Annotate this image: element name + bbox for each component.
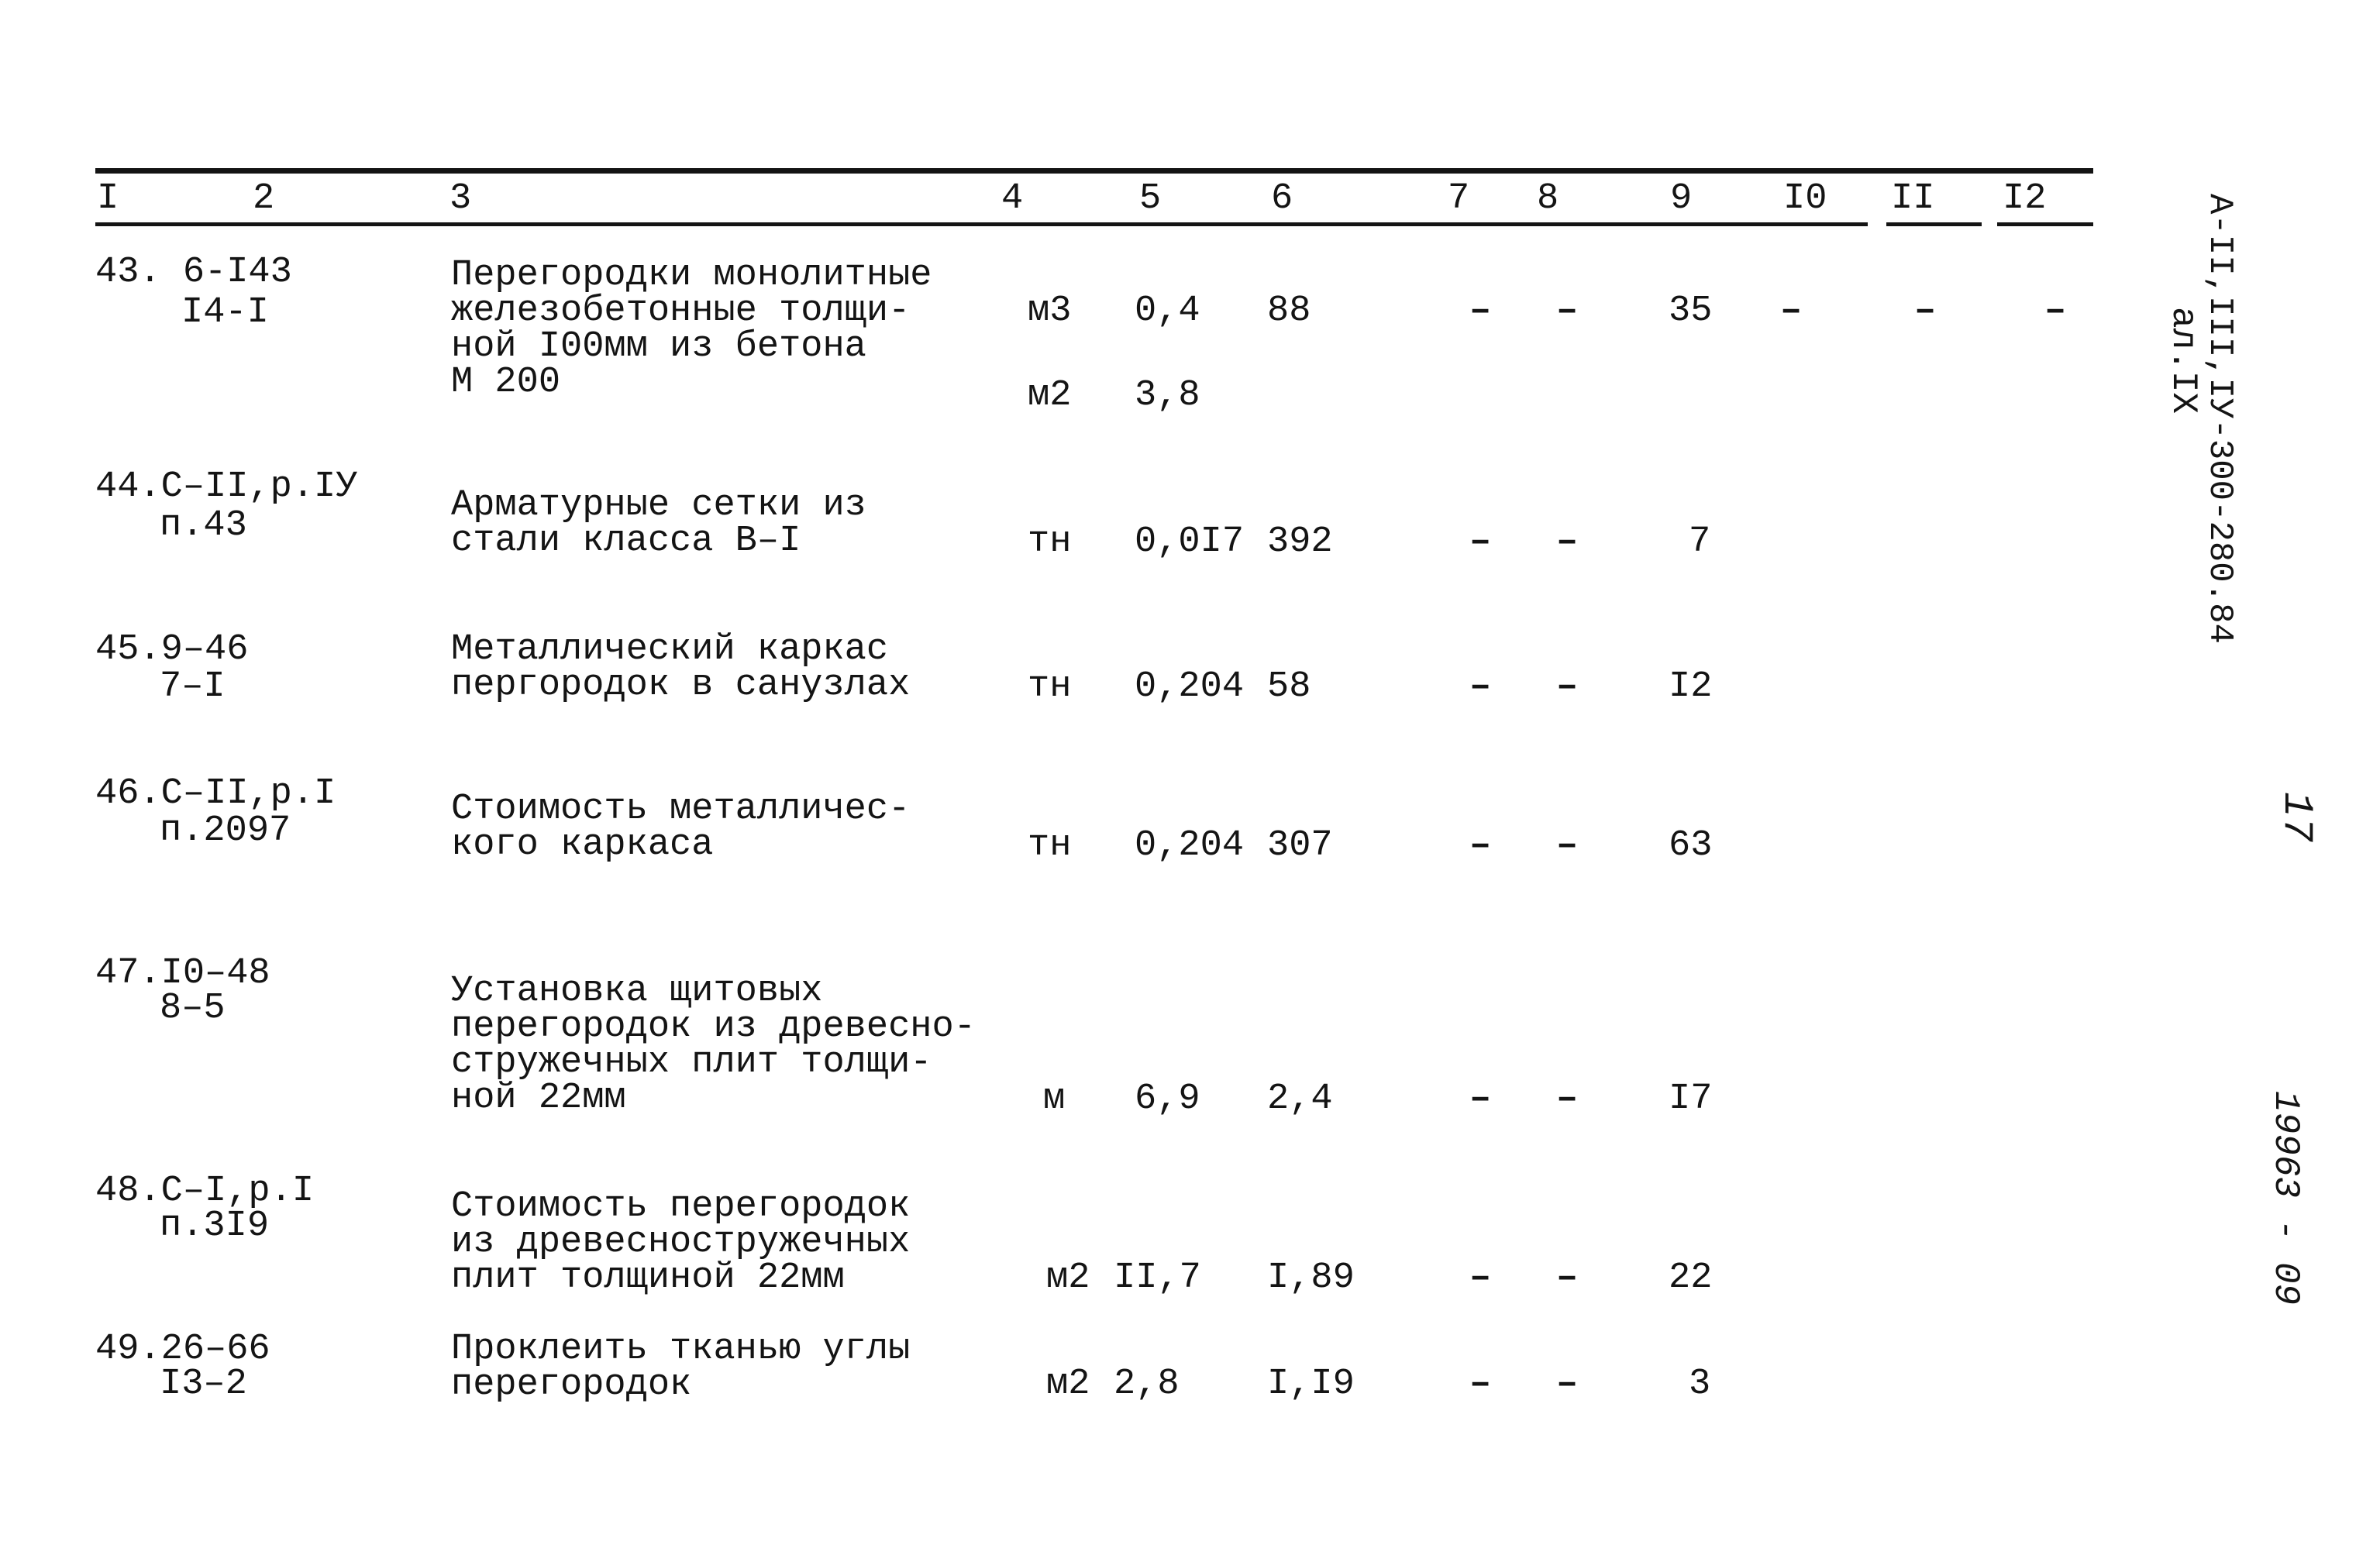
column-number-4: 4: [1001, 178, 1024, 219]
item-code: 44.С–II,р.IУ: [95, 466, 358, 507]
item-code: 47.I0–48: [95, 953, 270, 994]
work-description: [451, 789, 911, 865]
column-7-value: –: [1469, 825, 1492, 866]
norm-reference: I3–2: [160, 1364, 247, 1405]
description-line: Стоимость металличес-: [451, 789, 911, 830]
column-9-value: 63: [1669, 825, 1713, 866]
document-code: А-II,III,IУ-300-280.84: [2200, 194, 2239, 644]
description-line: плит толщиной 22мм: [451, 1257, 845, 1299]
header-bottom-rule: [1997, 222, 2093, 226]
column-11-value: –: [1914, 291, 1937, 332]
quantity: 0,0I7: [1135, 521, 1245, 562]
unit-of-measure: м: [1043, 1079, 1066, 1120]
description-line: перегородок: [451, 1364, 692, 1405]
unit-price: 2,4: [1267, 1079, 1333, 1120]
column-number-2: 2: [253, 178, 275, 219]
unit-of-measure: тн: [1028, 666, 1072, 707]
description-line: Стоимость перегородок: [451, 1186, 911, 1227]
unit-of-measure: м3: [1028, 291, 1072, 332]
unit-price: 58: [1267, 666, 1311, 707]
unit-price: I,89: [1267, 1257, 1355, 1299]
description-line: из древесностружечных: [451, 1222, 911, 1263]
unit-of-measure: тн: [1028, 521, 1072, 562]
norm-reference: п.43: [160, 505, 247, 546]
column-8-value: –: [1556, 291, 1579, 332]
column-7-value: –: [1469, 1257, 1492, 1299]
column-number-7: 7: [1448, 178, 1470, 219]
unit-of-measure: м2: [1046, 1364, 1090, 1405]
work-description: [451, 1186, 911, 1299]
description-line: стали класса В–I: [451, 521, 801, 562]
column-number-6: 6: [1271, 178, 1293, 219]
column-number-12: I2: [2003, 178, 2047, 219]
album-number: ал.IX: [2163, 307, 2203, 415]
quantity: 6,9: [1135, 1079, 1200, 1120]
column-number-11: II: [1891, 178, 1935, 219]
description-line: ной 22мм: [451, 1078, 626, 1119]
item-code: 49.26–66: [95, 1329, 270, 1370]
quantity: 3,8: [1135, 375, 1200, 416]
table-top-rule: [95, 168, 2093, 174]
column-number-1: I: [97, 178, 119, 219]
unit-of-measure: м2: [1046, 1257, 1090, 1299]
page-number: 17: [2272, 792, 2320, 842]
column-9-value: I7: [1669, 1079, 1713, 1120]
work-description: [451, 255, 932, 403]
column-8-value: –: [1556, 1364, 1579, 1405]
description-line: Арматурные сетки из: [451, 485, 866, 526]
unit-price: I,I9: [1267, 1364, 1355, 1405]
quantity: 0,204: [1135, 825, 1245, 866]
column-number-3: 3: [449, 178, 472, 219]
inventory-number: 19963 - 09: [2265, 1091, 2306, 1306]
column-8-value: –: [1556, 825, 1579, 866]
column-9-value: I2: [1669, 666, 1713, 707]
description-line: стружечных плит толщи-: [451, 1042, 932, 1083]
column-8-value: –: [1556, 521, 1579, 562]
unit-price: 307: [1267, 825, 1333, 866]
description-line: М 200: [451, 362, 561, 403]
header-bottom-rule: [1886, 222, 1982, 226]
description-line: перегородок из древесно-: [451, 1006, 976, 1048]
item-code: 48.С–I,р.I: [95, 1171, 315, 1212]
column-8-value: –: [1556, 1257, 1579, 1299]
description-line: Перегородки монолитные: [451, 255, 932, 296]
column-number-5: 5: [1139, 178, 1162, 219]
unit-of-measure: тн: [1028, 825, 1072, 866]
unit-price: 88: [1267, 291, 1311, 332]
norm-reference: п.3I9: [160, 1206, 270, 1247]
norm-reference: 8–5: [160, 988, 226, 1029]
column-7-value: –: [1469, 291, 1492, 332]
column-number-10: I0: [1783, 178, 1827, 219]
column-9-value: 3: [1689, 1364, 1711, 1405]
work-description: [451, 629, 911, 706]
unit-price: 392: [1267, 521, 1333, 562]
work-description: [451, 971, 976, 1119]
item-code: 45.9–46: [95, 629, 249, 670]
column-9-value: 7: [1689, 521, 1711, 562]
norm-reference: 7–I: [160, 666, 226, 707]
norm-reference: п.2097: [160, 810, 291, 851]
column-number-8: 8: [1537, 178, 1559, 219]
description-line: железобетонные толщи-: [451, 291, 911, 332]
description-line: Проклеить тканью углы: [451, 1329, 911, 1370]
column-10-value: –: [1780, 291, 1803, 332]
column-7-value: –: [1469, 521, 1492, 562]
column-9-value: 35: [1669, 291, 1713, 332]
description-line: Установка щитовых: [451, 971, 823, 1012]
description-line: кого каркаса: [451, 824, 714, 865]
item-code: 46.С–II,р.I: [95, 773, 336, 814]
column-7-value: –: [1469, 666, 1492, 707]
column-7-value: –: [1469, 1079, 1492, 1120]
header-bottom-rule: [95, 222, 1868, 226]
description-line: пергородок в санузлах: [451, 665, 911, 706]
column-8-value: –: [1556, 666, 1579, 707]
column-12-value: –: [2044, 291, 2067, 332]
item-code: 43. 6-I43: [95, 252, 292, 293]
description-line: Металлический каркас: [451, 629, 889, 670]
unit-of-measure: м2: [1028, 375, 1072, 416]
norm-reference: I4-I: [181, 292, 269, 333]
work-description: [451, 1329, 911, 1405]
quantity: II,7: [1114, 1257, 1201, 1299]
quantity: 0,4: [1135, 291, 1200, 332]
column-8-value: –: [1556, 1079, 1579, 1120]
column-9-value: 22: [1669, 1257, 1713, 1299]
column-7-value: –: [1469, 1364, 1492, 1405]
description-line: ной I00мм из бетона: [451, 326, 866, 367]
column-number-9: 9: [1670, 178, 1693, 219]
work-description: [451, 485, 866, 562]
quantity: 0,204: [1135, 666, 1245, 707]
quantity: 2,8: [1114, 1364, 1180, 1405]
